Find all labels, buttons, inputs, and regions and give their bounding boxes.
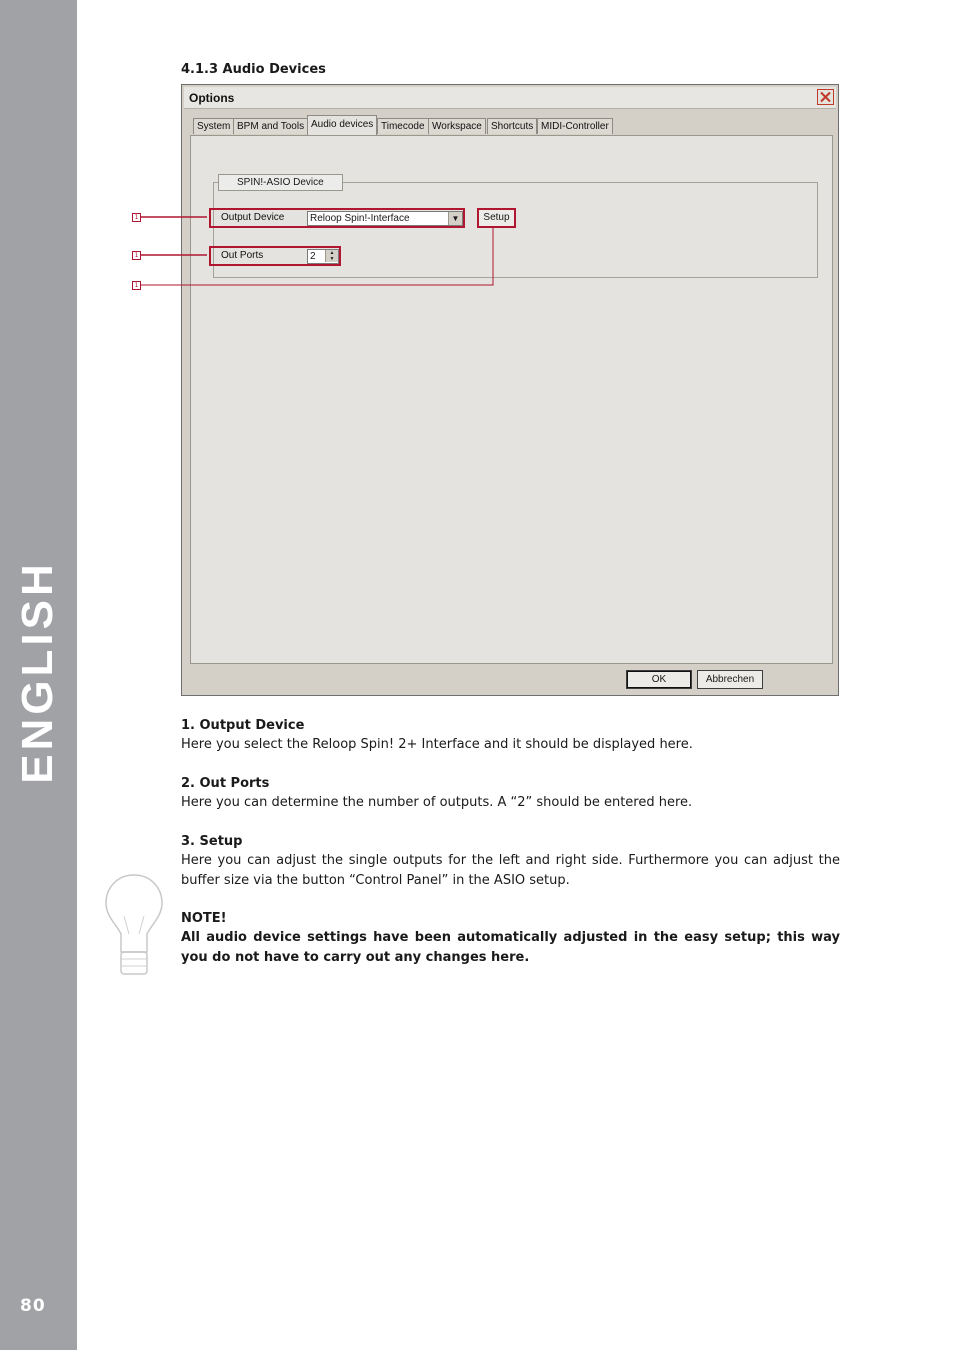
tab-bpm-and-tools[interactable]: BPM and Tools xyxy=(233,118,308,134)
output-device-value: Reloop Spin!-Interface xyxy=(310,213,410,224)
note-heading: NOTE! xyxy=(181,911,227,926)
ok-button[interactable]: OK xyxy=(626,670,692,689)
stepper-down-icon[interactable]: ▼ xyxy=(325,256,338,262)
item-heading: 1. Output Device xyxy=(181,718,305,733)
tab-midi-controller[interactable]: MIDI-Controller xyxy=(537,118,613,134)
tab-shortcuts[interactable]: Shortcuts xyxy=(487,118,537,134)
tab-timecode[interactable]: Timecode xyxy=(377,118,429,134)
cancel-button[interactable]: Abbrechen xyxy=(697,670,763,689)
tab-workspace[interactable]: Workspace xyxy=(428,118,486,134)
item-text: Here you can determine the number of outputs. A “2” should be entered here. xyxy=(181,795,693,811)
page-number: 80 xyxy=(20,1296,46,1316)
stepper-up-icon[interactable]: ▲ xyxy=(325,250,338,256)
item-heading: 3. Setup xyxy=(181,834,243,849)
note-text: All audio device settings have been automatically adjusted in the easy setup; this way you do not have to carry out any changes here. xyxy=(181,930,840,965)
description-setup xyxy=(181,832,840,890)
chevron-down-icon[interactable]: ▼ xyxy=(448,212,462,225)
item-text: Here you select the Reloop Spin! 2+ Interface and it should be displayed here. xyxy=(181,737,693,753)
asio-device-group-label: SPIN!-ASIO Device xyxy=(218,174,343,191)
callout-marker: 1 xyxy=(132,251,141,260)
sidebar-language-label: ENGLISH xyxy=(13,560,62,784)
callout-marker: 1 xyxy=(132,213,141,222)
note-block xyxy=(181,909,840,967)
item-text: Here you can adjust the single outputs for the left and right side. Furthermore you can adjust the buffer size via the button “Control Panel” in the ASIO setup. xyxy=(181,853,840,888)
description-output-device xyxy=(181,716,840,755)
out-ports-label: Out Ports xyxy=(221,250,264,261)
out-ports-value: 2 xyxy=(310,251,316,262)
setup-button[interactable]: Setup xyxy=(477,208,516,228)
description-out-ports xyxy=(181,774,840,813)
item-heading: 2. Out Ports xyxy=(181,776,270,791)
tab-system[interactable]: System xyxy=(193,118,234,134)
section-heading: 4.1.3 Audio Devices xyxy=(181,62,326,77)
lightbulb-icon xyxy=(104,872,164,980)
tab-audio-devices[interactable]: Audio devices xyxy=(307,115,377,135)
callout-marker: 1 xyxy=(132,281,141,290)
output-device-label: Output Device xyxy=(221,212,285,223)
dialog-title: Options xyxy=(189,91,235,105)
